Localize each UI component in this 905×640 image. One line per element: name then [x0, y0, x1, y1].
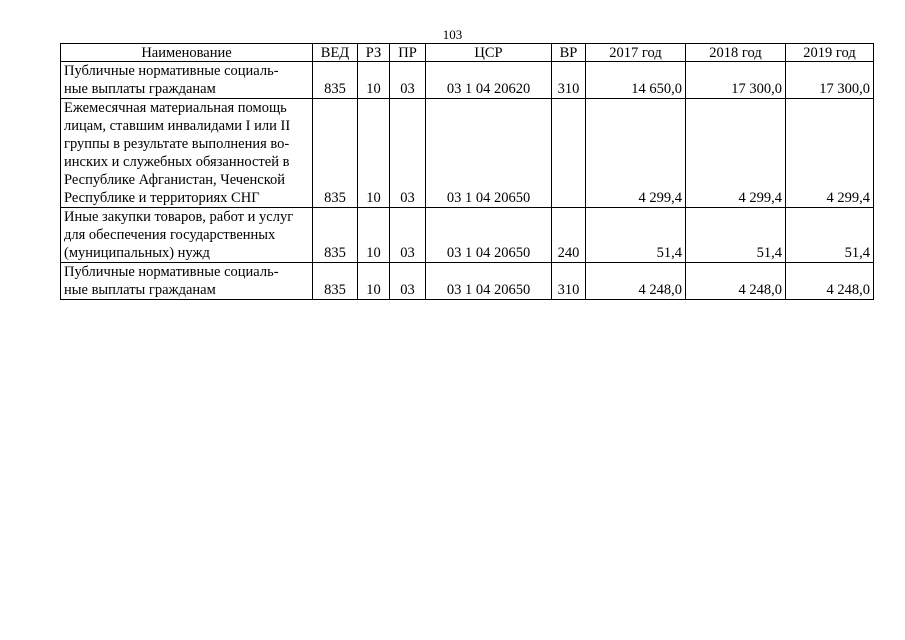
- row-pr: 03: [390, 208, 426, 263]
- row-2017: 51,4: [586, 208, 686, 263]
- table-row: [61, 62, 874, 99]
- header-name: Наименование: [61, 44, 313, 62]
- row-vr: 240: [552, 208, 586, 263]
- row-2018: 17 300,0: [686, 62, 786, 99]
- row-2019: 51,4: [786, 208, 874, 263]
- table-row: [61, 99, 874, 208]
- row-2018: 4 299,4: [686, 99, 786, 208]
- row-2018: 51,4: [686, 208, 786, 263]
- header-2018: 2018 год: [686, 44, 786, 62]
- row-csr: 03 1 04 20650: [426, 208, 552, 263]
- row-2019: 4 299,4: [786, 99, 874, 208]
- row-csr: 03 1 04 20650: [426, 263, 552, 300]
- row-rz: 10: [358, 263, 390, 300]
- row-pr: 03: [390, 99, 426, 208]
- budget-table: [60, 43, 874, 300]
- row-csr: 03 1 04 20650: [426, 99, 552, 208]
- row-2017: 4 299,4: [586, 99, 686, 208]
- row-2019: 4 248,0: [786, 263, 874, 300]
- page-number: 103: [442, 27, 463, 42]
- row-ved: 835: [313, 263, 358, 300]
- header-2019: 2019 год: [786, 44, 874, 62]
- row-ved: 835: [313, 62, 358, 99]
- table-row: [61, 208, 874, 263]
- row-name: Публичные нормативные социаль- ные выплаты гражданам: [61, 263, 313, 300]
- row-2019: 17 300,0: [786, 62, 874, 99]
- table-row: [61, 263, 874, 300]
- row-rz: 10: [358, 208, 390, 263]
- row-csr: 03 1 04 20620: [426, 62, 552, 99]
- row-pr: 03: [390, 263, 426, 300]
- row-vr: 310: [552, 62, 586, 99]
- row-2017: 14 650,0: [586, 62, 686, 99]
- header-ved: ВЕД: [313, 44, 358, 62]
- row-ved: 835: [313, 99, 358, 208]
- row-name: Иные закупки товаров, работ и услуг для обеспечения государственных (муниципальных) нужд: [61, 208, 313, 263]
- header-csr: ЦСР: [426, 44, 552, 62]
- row-vr: 310: [552, 263, 586, 300]
- row-vr: [552, 99, 586, 208]
- row-name: Публичные нормативные социаль- ные выплаты гражданам: [61, 62, 313, 99]
- header-rz: РЗ: [358, 44, 390, 62]
- row-ved: 835: [313, 208, 358, 263]
- row-2017: 4 248,0: [586, 263, 686, 300]
- row-rz: 10: [358, 62, 390, 99]
- row-pr: 03: [390, 62, 426, 99]
- header-vr: ВР: [552, 44, 586, 62]
- header-2017: 2017 год: [586, 44, 686, 62]
- row-2018: 4 248,0: [686, 263, 786, 300]
- header-pr: ПР: [390, 44, 426, 62]
- table-header-row: [61, 44, 874, 62]
- row-rz: 10: [358, 99, 390, 208]
- row-name: Ежемесячная материальная помощь лицам, ставшим инвалидами I или II группы в результате выполнения во- инских и служебных обязанностей в Республике Афганистан, Чеченской Республике и территориях СНГ: [61, 99, 313, 208]
